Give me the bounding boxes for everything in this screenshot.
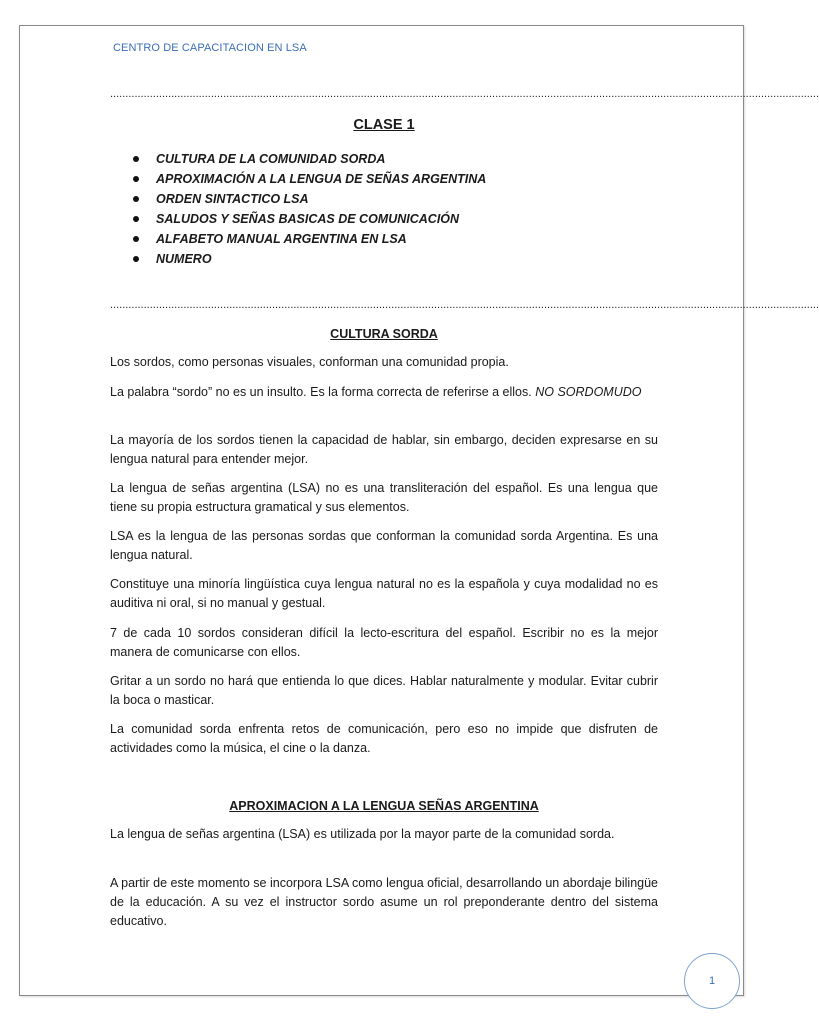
paragraph: A partir de este momento se incorpora LSA como lengua oficial, desarrollando un abordaje bilingüe de la educación. A su vez el instructor sordo asume un rol preponderante dentro del sistema educativo. [110,876,658,928]
list-item: APROXIMACIÓN A LA LENGUA DE SEÑAS ARGENTINA [110,169,658,189]
paragraph: La mayoría de los sordos tienen la capacidad de hablar, sin embargo, deciden expresarse en su lengua natural para entender mejor. [110,433,658,466]
paragraph: Los sordos, como personas visuales, conforman una comunidad propia. [110,355,509,369]
paragraph: La lengua de señas argentina (LSA) es utilizada por la mayor parte de la comunidad sorda. [110,827,615,841]
separator-top: ........................................................................................................................................................................................................................................ [110,88,819,100]
separator-bottom: ........................................................................................................................................................................................................................................ [110,299,819,311]
list-item: ALFABETO MANUAL ARGENTINA EN LSA [110,229,658,249]
bullet-icon [133,216,139,222]
paragraph: Gritar a un sordo no hará que entienda lo que dices. Hablar naturalmente y modular. Evitar cubrir la boca o masticar. [110,674,658,707]
list-item: SALUDOS Y SEÑAS BASICAS DE COMUNICACIÓN [110,209,658,229]
bullet-icon [133,156,139,162]
list-item: CULTURA DE LA COMUNIDAD SORDA [110,149,658,169]
list-item: ORDEN SINTACTICO LSA [110,189,658,209]
bullet-icon [133,176,139,182]
italic-note: NO SORDOMUDO [535,385,642,399]
page-number: 1 [684,953,740,1009]
paragraph: Constituye una minoría lingüística cuya lengua natural no es la española y cuya modalidad no es auditiva ni oral, si no manual y gestual. [110,577,658,610]
bullet-icon [133,236,139,242]
bullet-icon [133,196,139,202]
paragraph: 7 de cada 10 sordos consideran difícil la lecto-escritura del español. Escribir no es la mejor manera de comunicarse con ellos. [110,626,658,659]
bullet-icon [133,256,139,262]
section-heading-aproximacion: APROXIMACION A LA LENGUA SEÑAS ARGENTINA [229,799,539,813]
paragraph: La lengua de señas argentina (LSA) no es una transliteración del español. Es una lengua que tiene su propia estructura gramatical y sus elementos. [110,481,658,514]
section-heading-cultura: CULTURA SORDA [330,327,438,341]
topic-list [110,149,658,269]
paragraph: LSA es la lengua de las personas sordas que conforman la comunidad sorda Argentina. Es una lengua natural. [110,529,658,562]
class-title: CLASE 1 [353,117,415,133]
paragraph: La comunidad sorda enfrenta retos de comunicación, pero eso no impide que disfruten de actividades como la música, el cine o la danza. [110,722,658,755]
document-header: CENTRO DE CAPACITACION EN LSA [113,42,307,54]
list-item: NUMERO [110,249,658,269]
paragraph: La palabra “sordo” no es un insulto. Es la forma correcta de referirse a ellos. NO SORDOMUDO [110,385,642,399]
